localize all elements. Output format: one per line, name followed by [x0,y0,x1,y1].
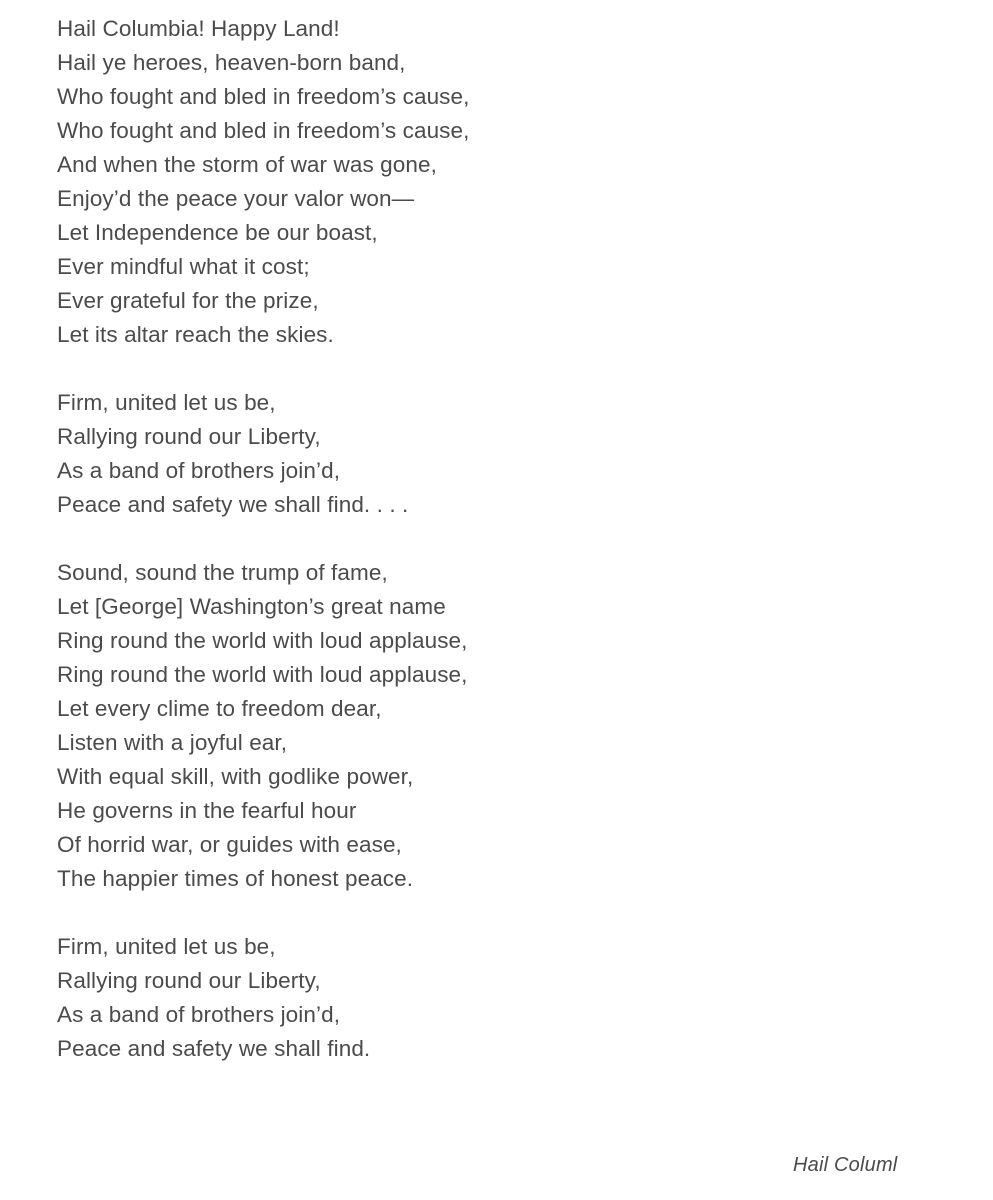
stanza [57,930,917,1066]
lyric-line: Enjoy’d the peace your valor won— [57,186,415,211]
lyric-line: Ever mindful what it cost; [57,254,310,279]
lyric-line: As a band of brothers join’d, [57,458,341,483]
lyric-line: Firm, united let us be, [57,390,276,415]
lyric-line: Sound, sound the trump of fame, [57,560,388,585]
lyric-line: As a band of brothers join’d, [57,1002,341,1027]
lyric-line: Hail ye heroes, heaven-born band, [57,50,406,75]
lyric-line: Peace and safety we shall find. . . . [57,492,409,517]
lyrics-body [57,12,917,1066]
lyric-line: Ever grateful for the prize, [57,288,319,313]
lyric-line: Listen with a joyful ear, [57,730,288,755]
lyric-line: Peace and safety we shall find. [57,1036,371,1061]
stanza [57,12,917,352]
stanza [57,386,917,522]
lyric-line: Rallying round our Liberty, [57,424,321,449]
lyric-line: Hail Columbia! Happy Land! [57,16,340,41]
lyric-line: Of horrid war, or guides with ease, [57,832,402,857]
page-caption [793,1152,993,1178]
lyric-line: And when the storm of war was gone, [57,152,437,177]
lyric-line: Who fought and bled in freedom’s cause, [57,118,470,143]
lyric-line: With equal skill, with godlike power, [57,764,414,789]
lyric-line: Rallying round our Liberty, [57,968,321,993]
lyric-line: Let Independence be our boast, [57,220,378,245]
lyric-line: He governs in the fearful hour [57,798,357,823]
stanza [57,556,917,896]
lyric-line: Ring round the world with loud applause, [57,662,468,687]
caption-title: Hail Columl [793,1154,898,1176]
lyric-line: Firm, united let us be, [57,934,276,959]
lyric-line: Ring round the world with loud applause, [57,628,468,653]
lyric-line: Who fought and bled in freedom’s cause, [57,84,470,109]
lyric-line: The happier times of honest peace. [57,866,414,891]
lyric-line: Let its altar reach the skies. [57,322,334,347]
lyric-line: Let every clime to freedom dear, [57,696,382,721]
lyric-line: Let [George] Washington’s great name [57,594,446,619]
